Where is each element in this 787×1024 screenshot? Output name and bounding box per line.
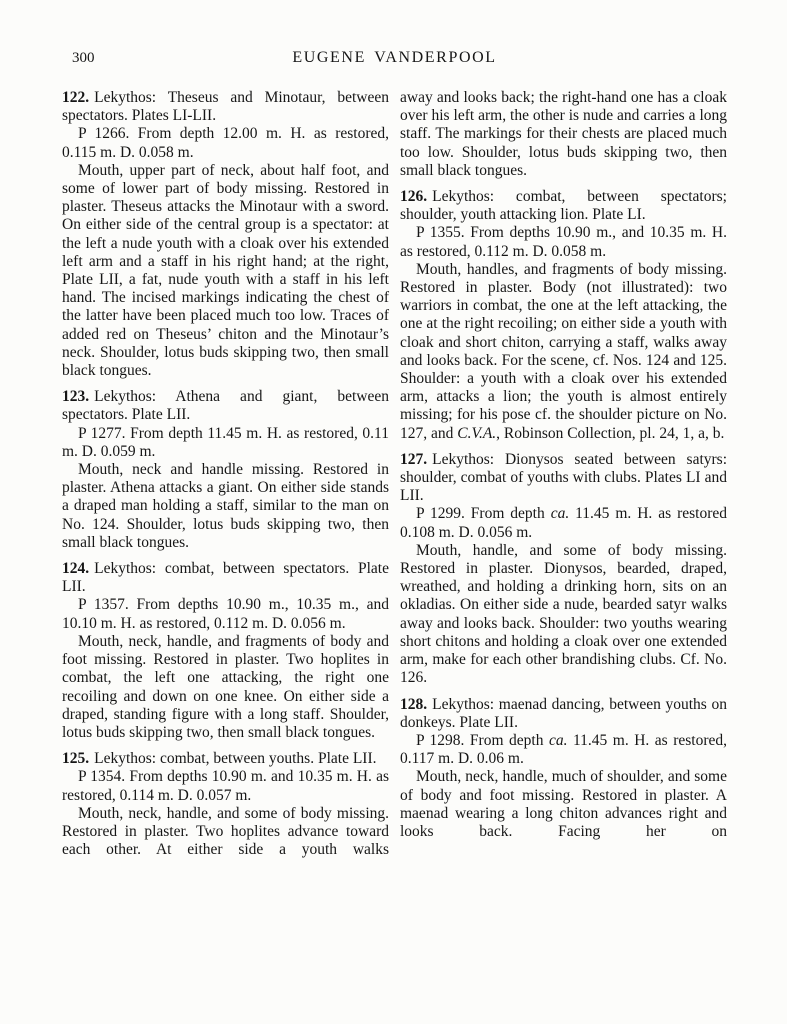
text-segment: Mouth, neck and handle missing. Restored in plaster. Athena attacks a giant. On either side stands a draped man holding a staff, similar to the man on No. 124. Shoulder, lotus buds skipping two, then small black tongues.: [62, 461, 389, 551]
text-segment: ca.: [550, 505, 570, 523]
paragraph: [62, 805, 389, 860]
entry-heading: [62, 388, 389, 424]
paragraph: [400, 768, 727, 841]
paragraph: [62, 425, 389, 461]
entry-heading: [62, 89, 389, 125]
text-segment: 11.45 m. H. as restored, 0.117 m. D. 0.06 m.: [400, 731, 727, 768]
text-segment: Mouth, neck, handle, and fragments of body and foot missing. Restored in plaster. Two hoplites in combat, the left one attacking, the right one recoiling and down on one knee. On either side a draped, standing figure with a long staff. Shoulder, lotus buds skipping two, then small black tongues.: [62, 632, 389, 741]
entry-heading: [400, 188, 727, 224]
entry-number: 123.: [62, 388, 90, 406]
text-segment: , Robinson Collection, pl. 24, 1, a, b.: [496, 424, 725, 442]
entry-heading: [62, 560, 389, 596]
text-segment: P 1299. From depth: [416, 505, 551, 523]
text-segment: Mouth, upper part of neck, about half foot, and some of lower part of body missing. Restored in plaster. Theseus attacks the Minotaur with a sword. On either side of the central group is a spectator: at the left a nude youth with a cloak over his extended left arm and a staff in his right hand; at the right, Plate LII, a fat, nude youth with a staff in his left hand. The incised markings indicating the chest of the latter have been placed much too low. Traces of added red on Theseus’ chiton and the Minotaur’s neck. Shoulder, lotus buds skipping two, then small black tongues.: [62, 161, 389, 380]
page-header: [62, 49, 727, 67]
entry-number: 124.: [62, 560, 90, 578]
text-segment: Lekythos: combat, between spectators; shoulder, youth attacking lion. Plate LI.: [400, 188, 727, 224]
entry-number: 122.: [62, 89, 90, 106]
text-segment: Mouth, neck, handle, much of shoulder, and some of body and foot missing. Restored in plaster. A maenad wearing a long chiton advances right and looks back. Facing her on: [400, 768, 727, 840]
paragraph: [400, 505, 727, 541]
right-column: [400, 89, 727, 859]
paragraph: [62, 768, 389, 804]
paragraph: [400, 261, 727, 443]
left-column: [62, 89, 389, 859]
entry-number: 127.: [400, 450, 428, 468]
text-segment: P 1277. From depth 11.45 m. H. as restored, 0.11 m. D. 0.059 m.: [62, 424, 389, 460]
text-segment: 11.45 m. H. as restored 0.108 m. D. 0.056 m.: [400, 505, 727, 541]
text-segment: Mouth, neck, handle, and some of body missing. Restored in plaster. Two hoplites advance toward each other. At either side a youth walks: [62, 804, 389, 859]
paragraph: [62, 162, 389, 380]
text-segment: away and looks back; the right-hand one has a cloak over his left arm, the other is nude and carries a long staff. The markings for their chests are placed much too low. Shoulder, lotus buds skipping two, then small black tongues.: [400, 89, 727, 179]
entry-heading: [62, 750, 389, 768]
text-segment: Lekythos: Athena and giant, between spectators. Plate LII.: [62, 388, 389, 424]
text-segment: P 1354. From depths 10.90 m. and 10.35 m. H. as restored, 0.114 m. D. 0.057 m.: [62, 768, 389, 804]
entry-number: 126.: [400, 188, 428, 206]
entry-heading: [400, 696, 727, 732]
continuation-paragraph: [400, 89, 727, 180]
text-segment: Lekythos: combat, between youths. Plate LII.: [94, 750, 377, 768]
text-segment: P 1355. From depths 10.90 m., and 10.35 m. H. as restored, 0.112 m. D. 0.058 m.: [400, 224, 727, 260]
paragraph: [62, 461, 389, 552]
text-segment: Lekythos: maenad dancing, between youths on donkeys. Plate LII.: [400, 695, 727, 731]
text-segment: ca.: [548, 731, 568, 749]
paragraph: [400, 732, 727, 768]
text-segment: Mouth, handles, and fragments of body missing. Restored in plaster. Body (not illustrated): two warriors in combat, the one at the left attacking, the one at the right recoiling; on either side a youth with cloak and short chiton, carrying a staff, walks away and looks back. For the scene, cf. Nos. 124 and 125. Shoulder: a youth with a cloak over his extended arm, attacks a lion; the youth is almost entirely missing; for his pose cf. the shoulder picture on No. 127, and: [400, 260, 727, 442]
paragraph: [62, 596, 389, 632]
paragraph: [400, 542, 727, 688]
paragraph: [400, 224, 727, 260]
paragraph: [62, 633, 389, 742]
running-title: EUGENE VANDERPOOL: [292, 49, 497, 66]
entry-heading: [400, 451, 727, 506]
text-segment: P 1266. From depth 12.00 m. H. as restored, 0.115 m. D. 0.058 m.: [62, 125, 389, 161]
text-segment: Lekythos: Dionysos seated between satyrs: shoulder, combat of youths with clubs. Plates LI and LII.: [400, 450, 727, 505]
text-segment: Mouth, handle, and some of body missing. Restored in plaster. Dionysos, bearded, draped, wreathed, and holding a drinking horn, sits on an okladias. On either side a nude, bearded satyr walks away and looks back. Shoulder: two youths wearing short chitons and holding a cloak over one extended arm, make for each other brandishing clubs. Cf. No. 126.: [400, 541, 727, 687]
entry-number: 128.: [400, 695, 428, 713]
text-segment: P 1357. From depths 10.90 m., 10.35 m., and 10.10 m. H. as restored, 0.112 m. D. 0.056 m.: [62, 596, 389, 632]
entry-number: 125.: [62, 750, 90, 768]
text-segment: Lekythos: combat, between spectators. Plate LII.: [62, 560, 389, 596]
text-segment: P 1298. From depth: [416, 731, 549, 749]
paragraph: [62, 125, 389, 161]
text-body: [62, 89, 727, 859]
text-segment: Lekythos: Theseus and Minotaur, between spectators. Plates LI-LII.: [62, 89, 389, 125]
text-segment: C.V.A.: [457, 424, 497, 442]
page-number: 300: [72, 50, 95, 66]
